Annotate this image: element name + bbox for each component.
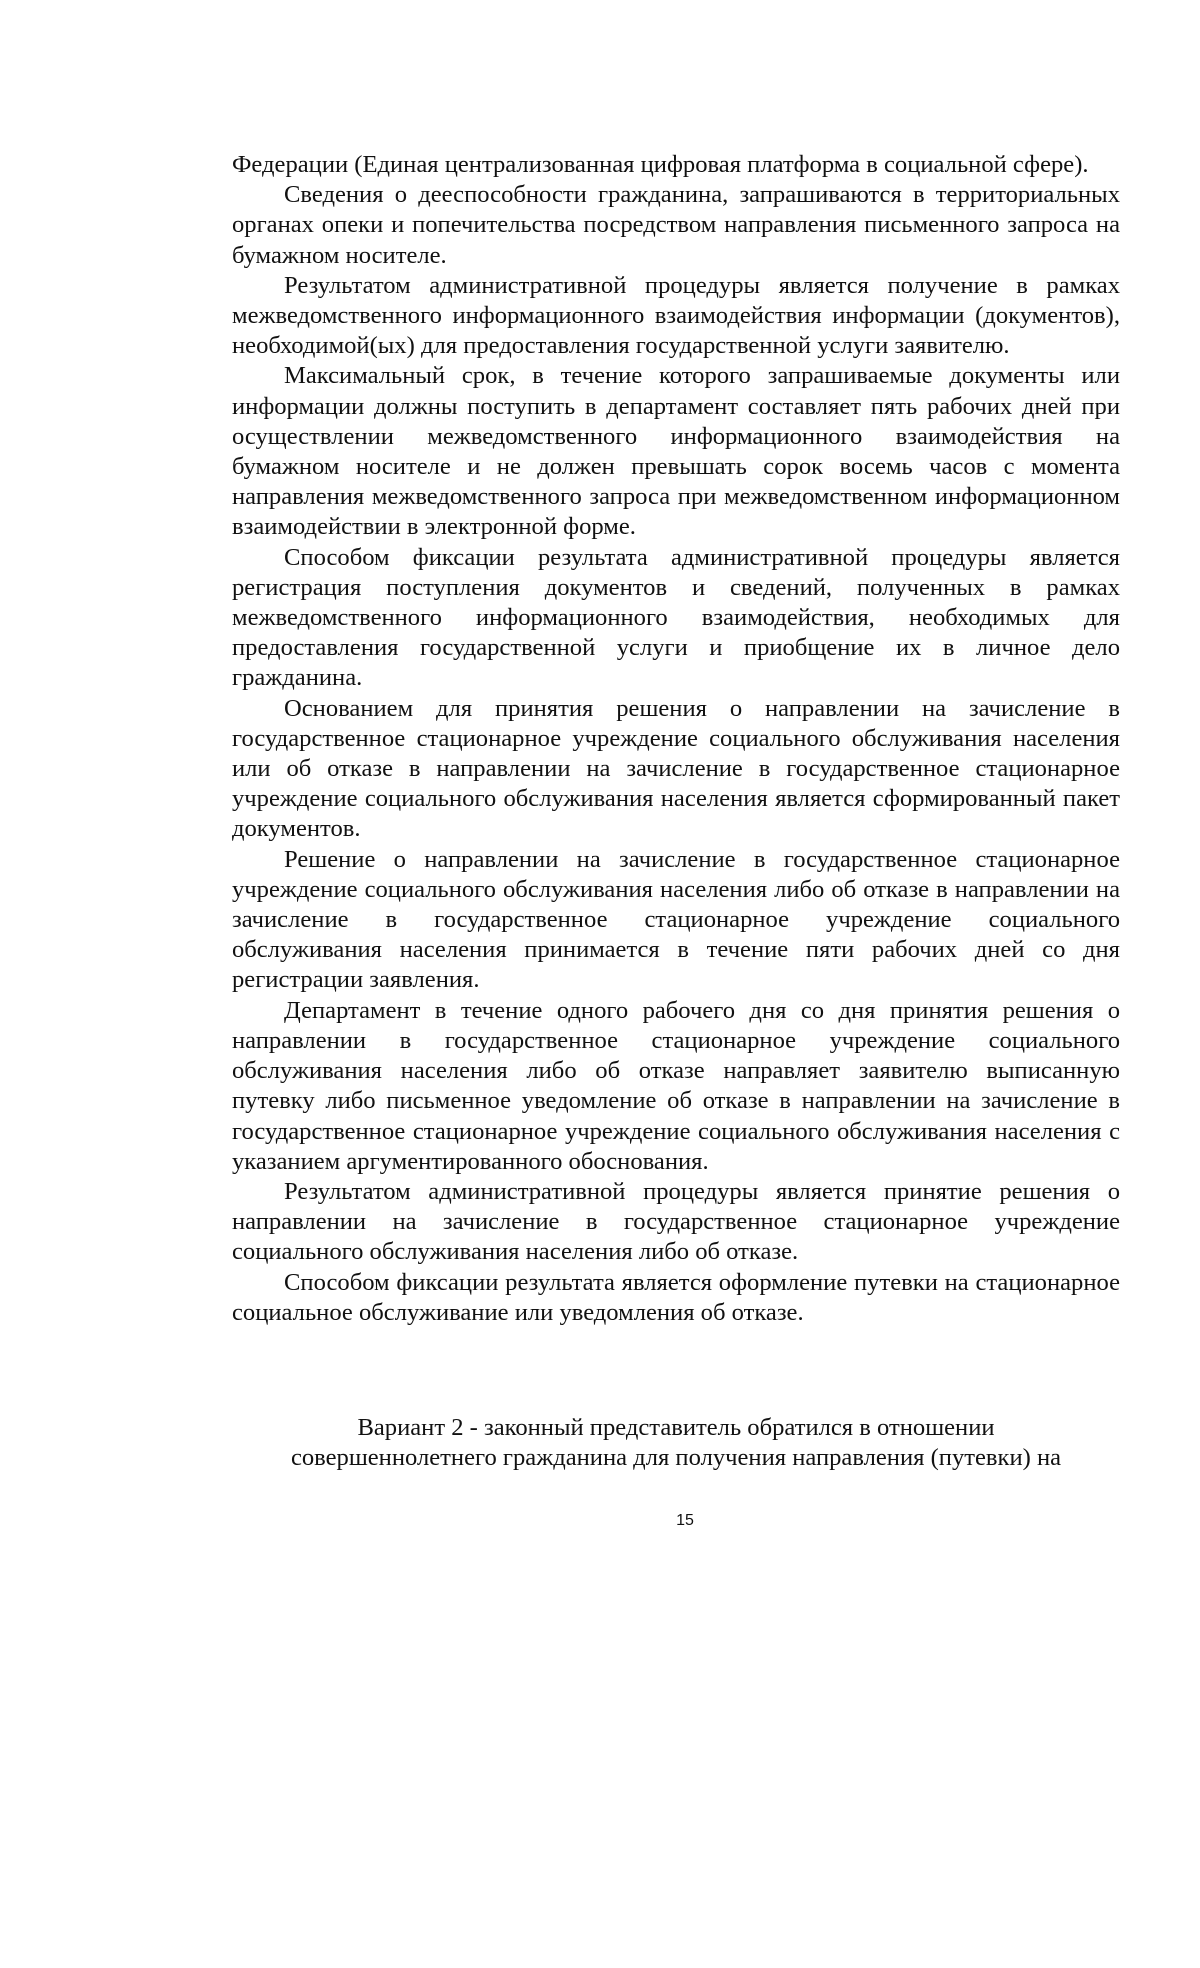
heading-line: совершеннолетнего гражданина для получения направления (путевки) на (290, 1444, 1062, 1472)
paragraph: Способом фиксации результата является оформление путевки на стационарное социальное обслуживание или уведомления об отказе. (232, 1268, 1120, 1326)
paragraph: Результатом административной процедуры является принятие решения о направлении на зачисление в государственное стационарное учреждение социального обслуживания населения либо об отказе. (232, 1177, 1120, 1266)
paragraph: Департамент в течение одного рабочего дня со дня принятия решения о направлении в государственное стационарное учреждение социального обслуживания населения либо об отказе направляет заявителю выписанную путевку либо письменное уведомление об отказе в направлении на зачисление в государственное стационарное учреждение социального обслуживания населения с указанием аргументированного обоснования. (232, 996, 1120, 1175)
body-text (232, 150, 1120, 1328)
paragraph: Способом фиксации результата административной процедуры является регистрация поступления документов и сведений, полученных в рамках межведомственного информационного взаимодействия, необходимых для предоставления государственной услуги и приобщение их в личное дело гражданина. (232, 543, 1120, 692)
paragraph: Сведения о дееспособности гражданина, запрашиваются в территориальных органах опеки и попечительства посредством направления письменного запроса на бумажном носителе. (232, 181, 1120, 269)
section-heading (232, 1413, 1120, 1473)
page-number: 15 (676, 1512, 694, 1529)
heading-line: Вариант 2 - законный представитель обратился в отношении (357, 1414, 995, 1441)
paragraph: Федерации (Единая централизованная цифровая платформа в социальной сфере). (232, 151, 1089, 178)
paragraph: Результатом административной процедуры является получение в рамках межведомственного информационного взаимодействия информации (документов), необходимой(ых) для предоставления государственной услуги заявителю. (232, 271, 1120, 360)
paragraph: Решение о направлении на зачисление в государственное стационарное учреждение социального обслуживания населения либо об отказе в направлении на зачисление в государственное стационарное учреждение социального обслуживания населения принимается в течение пяти рабочих дней со дня регистрации заявления. (232, 845, 1120, 994)
paragraph: Максимальный срок, в течение которого запрашиваемые документы или информации должны поступить в департамент составляет пять рабочих дней при осуществлении межведомственного информационного взаимодействия на бумажном носителе и не должен превышать сорок восемь часов с момента направления межведомственного запроса при межведомственном информационном взаимодействии в электронной форме. (232, 362, 1120, 541)
paragraph: Основанием для принятия решения о направлении на зачисление в государственное стационарное учреждение социального обслуживания населения или об отказе в направлении на зачисление в государственное стационарное учреждение социального обслуживания населения является сформированный пакет документов. (232, 694, 1120, 843)
